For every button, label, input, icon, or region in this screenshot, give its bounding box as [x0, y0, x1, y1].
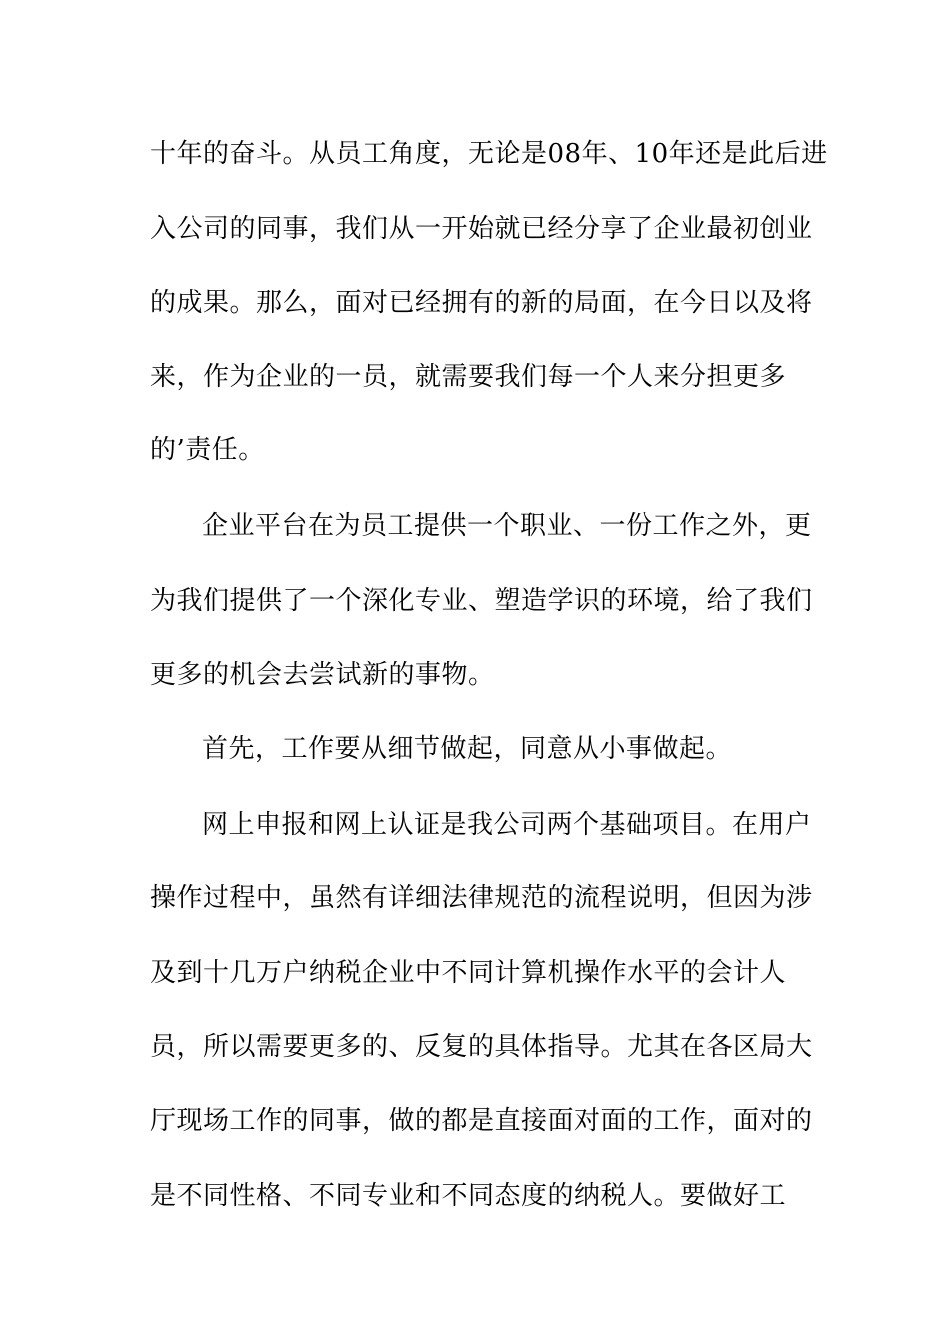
paragraph-first-line: 网上申报和网上认证是我公司两个基础项目。在用户 — [202, 810, 812, 840]
text-line: 入公司的同事，我们从一开始就已经分享了企业最初创业 — [150, 214, 813, 244]
text-line: 来，作为企业的一员，就需要我们每一个人来分担更多 — [150, 362, 787, 392]
text-line: 及到十几万户纳税企业中不同计算机操作水平的会计人 — [150, 958, 787, 988]
text-line: 员，所以需要更多的、反复的具体指导。尤其在各区局大 — [150, 1032, 813, 1062]
text-line: 是不同性格、不同专业和不同态度的纳税人。要做好工 — [150, 1181, 787, 1211]
text-line: 十年的奋斗。从员工角度，无论是08年、10年还是此后进 — [150, 139, 828, 169]
paragraph-first-line: 首先，工作要从细节做起，同意从小事做起。 — [202, 734, 733, 764]
paragraph-first-line: 企业平台在为员工提供一个职业、一份工作之外，更 — [202, 511, 812, 541]
text-line: 的’责任。 — [150, 435, 265, 465]
text-line: 操作过程中，虽然有详细法律规范的流程说明，但因为涉 — [150, 883, 813, 913]
text-line: 厅现场工作的同事，做的都是直接面对面的工作，面对的 — [150, 1106, 813, 1136]
text-line: 更多的机会去尝试新的事物。 — [150, 660, 495, 690]
text-line: 为我们提供了一个深化专业、塑造学识的环境，给了我们 — [150, 586, 813, 616]
text-line: 的成果。那么，面对已经拥有的新的局面，在今日以及将 — [150, 288, 813, 318]
